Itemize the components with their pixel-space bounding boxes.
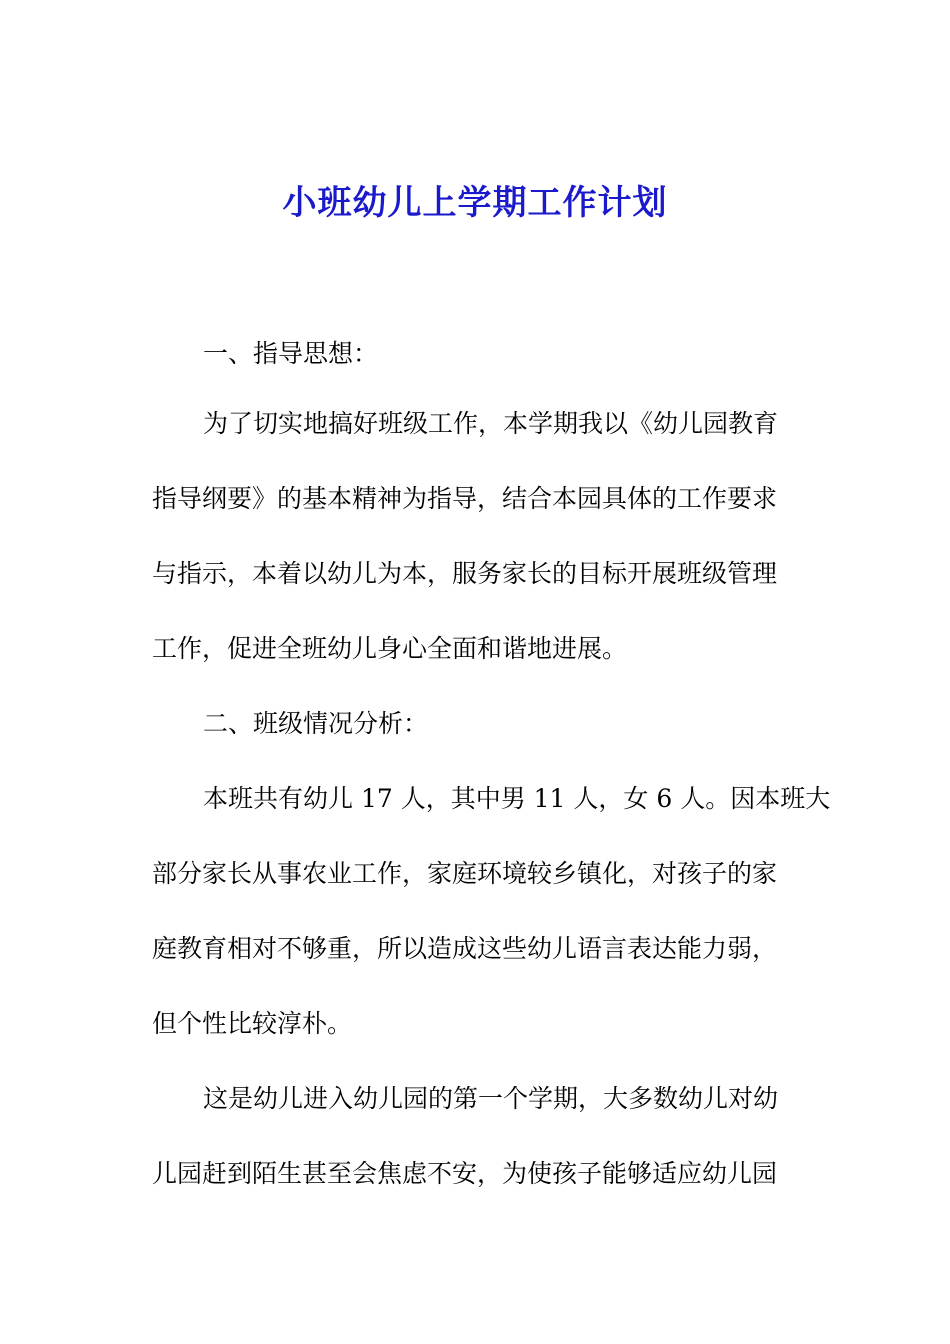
paragraph-line: 工作，促进全班幼儿身心全面和谐地进展。 — [152, 634, 628, 663]
paragraph-line: 为了切实地搞好班级工作，本学期我以《幼儿园教育 — [203, 409, 779, 438]
paragraph-line: 儿园赶到陌生甚至会焦虑不安，为使孩子能够适应幼儿园 — [152, 1159, 778, 1188]
section-heading-guiding-ideology: 一、指导思想： — [203, 339, 379, 368]
document-title: 小班幼儿上学期工作计划 — [282, 183, 668, 223]
paragraph-line: 与指示，本着以幼儿为本，服务家长的目标开展班级管理 — [152, 559, 778, 588]
paragraph-line: 本班共有幼儿 17 人，其中男 11 人，女 6 人。因本班大 — [203, 784, 831, 813]
paragraph-line: 但个性比较淳朴。 — [152, 1009, 353, 1038]
paragraph-line: 部分家长从事农业工作，家庭环境较乡镇化，对孩子的家 — [152, 859, 778, 888]
section-heading-class-analysis: 二、班级情况分析： — [203, 709, 429, 738]
paragraph-line: 这是幼儿进入幼儿园的第一个学期，大多数幼儿对幼 — [203, 1084, 779, 1113]
paragraph-line: 庭教育相对不够重，所以造成这些幼儿语言表达能力弱， — [152, 934, 778, 963]
paragraph-line: 指导纲要》的基本精神为指导，结合本园具体的工作要求 — [152, 484, 778, 513]
